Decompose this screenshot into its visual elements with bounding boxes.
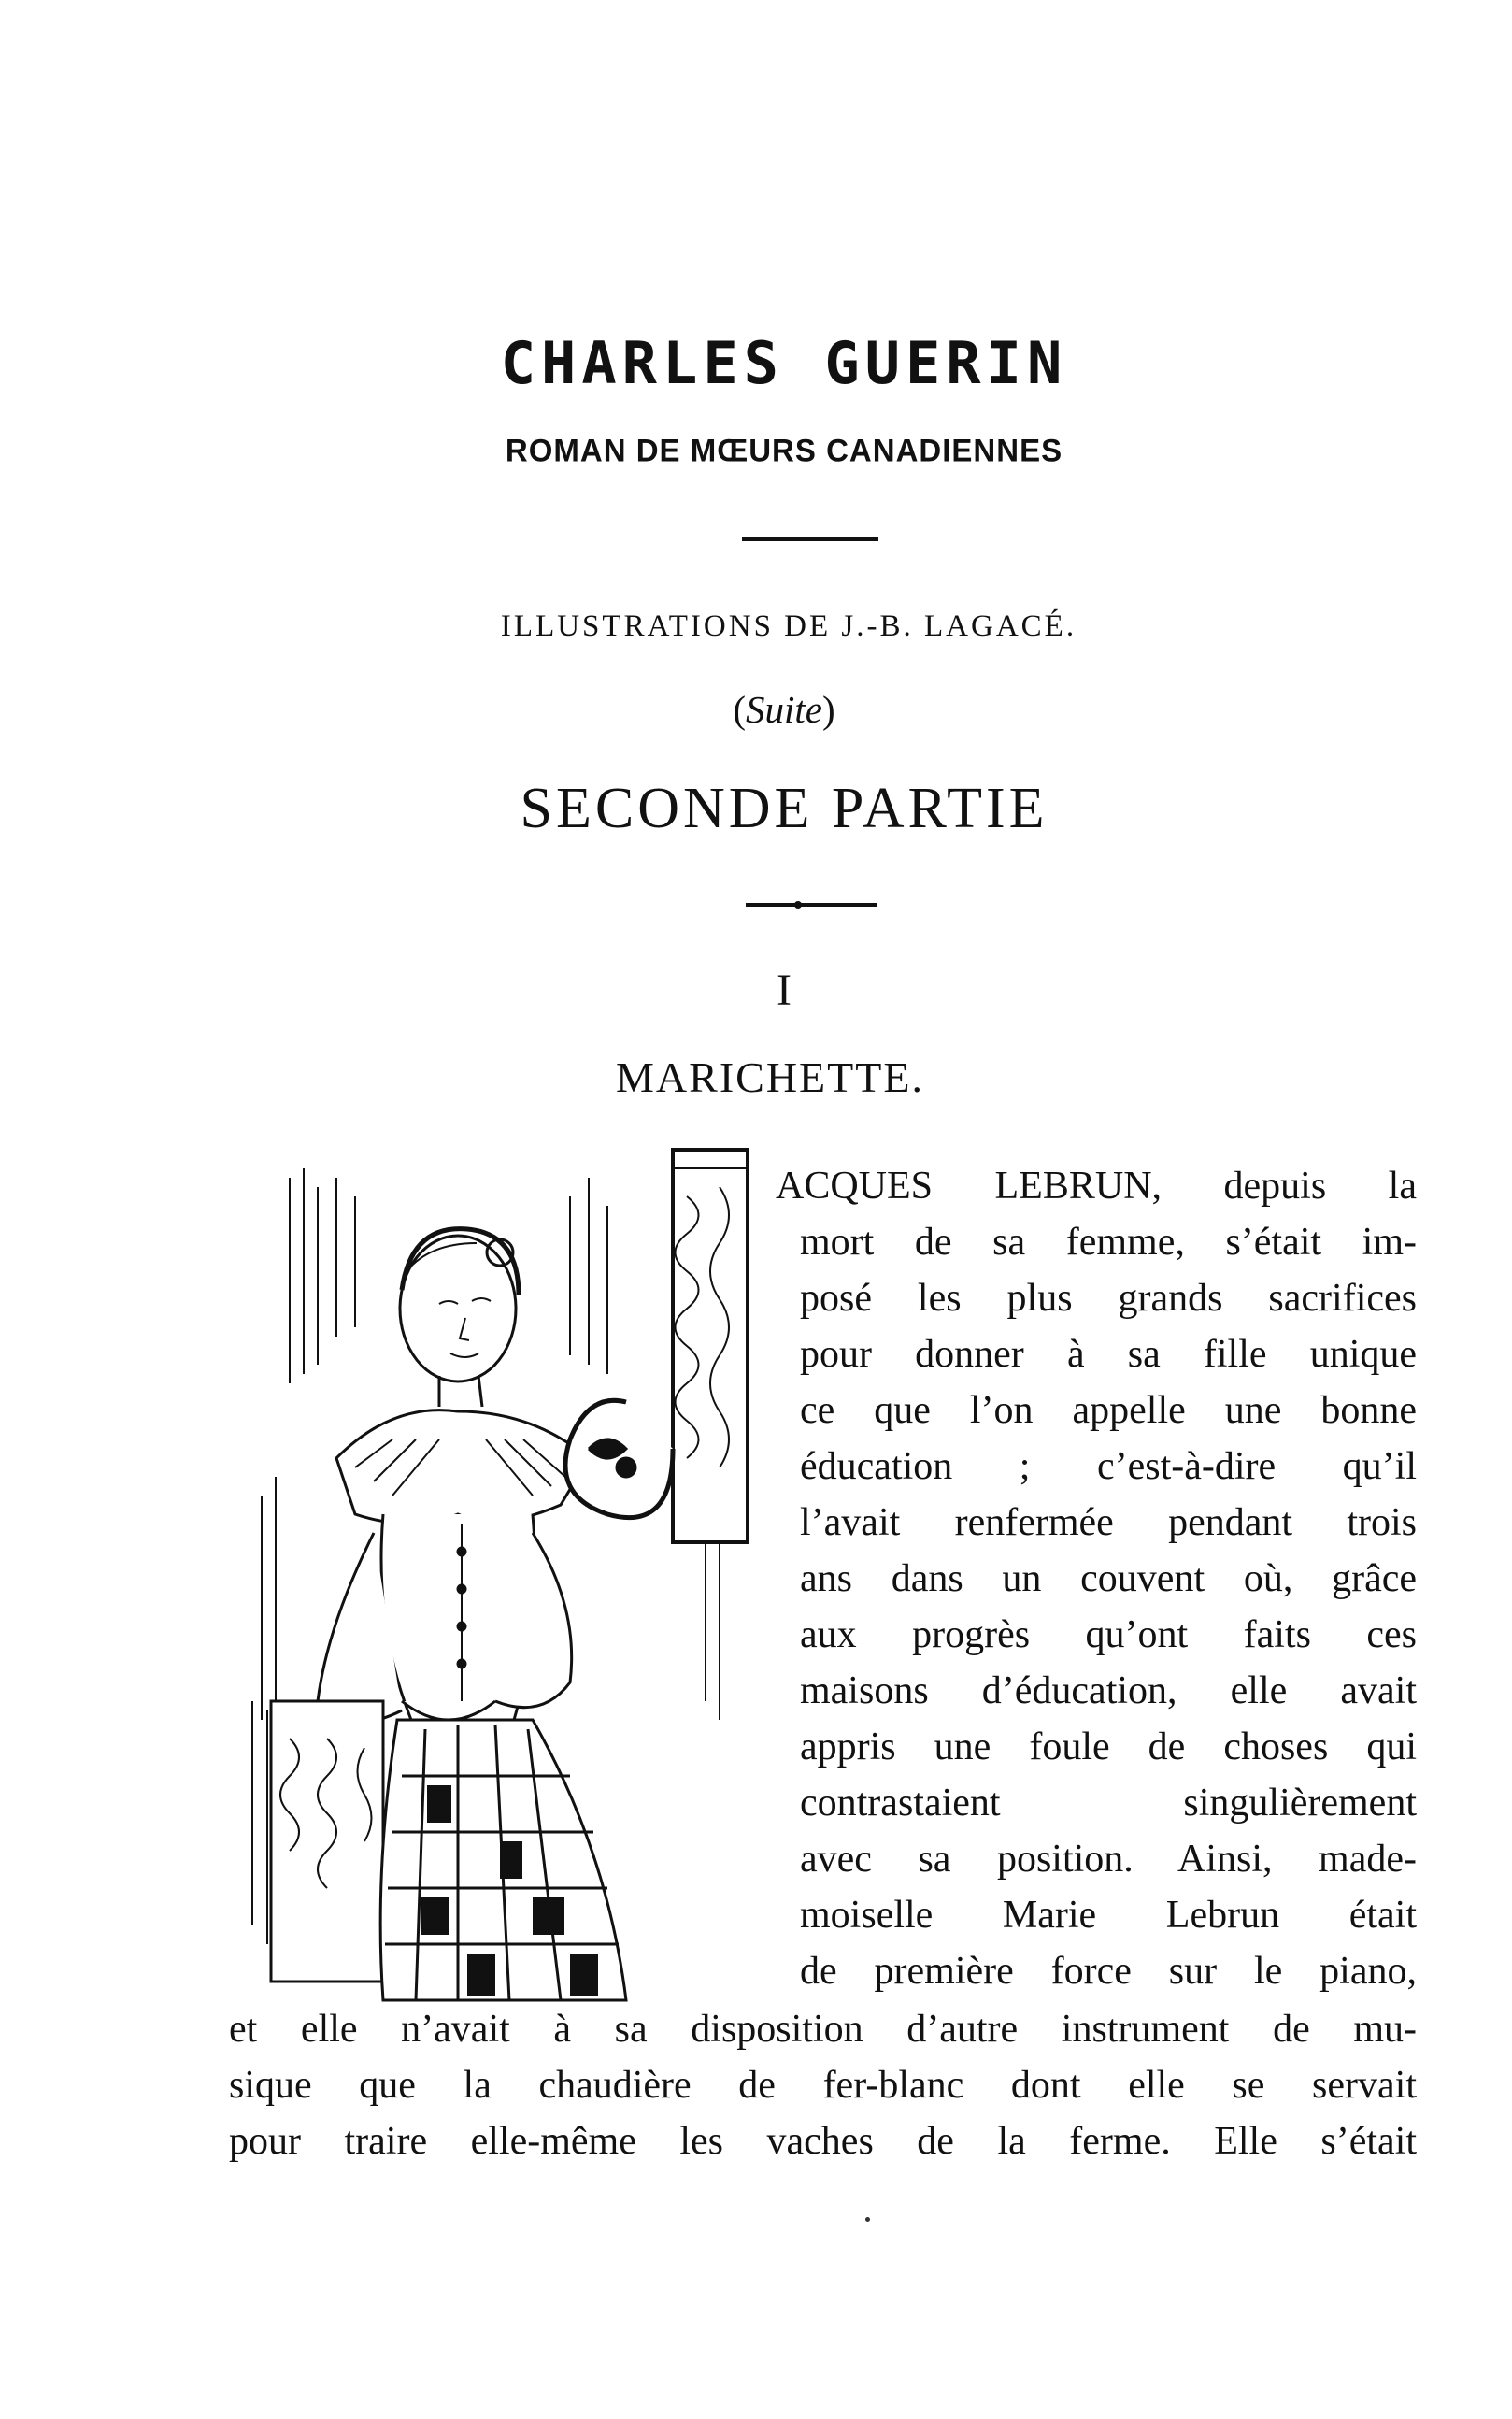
text-line: moiselle Marie Lebrun était (800, 1894, 1417, 1937)
suite-text: Suite (746, 688, 822, 731)
text-line: contrastaient singulièrement (800, 1782, 1417, 1825)
ink-speck (865, 2217, 870, 2222)
text-line: avec sa position. Ainsi, made- (800, 1838, 1417, 1881)
woman-with-drop-cap-j-icon (234, 1140, 766, 2038)
ornamental-divider (746, 903, 877, 907)
divider-rule (742, 537, 878, 541)
text-line: l’avait renfermée pendant trois (800, 1501, 1417, 1544)
text-line: aux progrès qu’ont faits ces (800, 1613, 1417, 1656)
text-line: posé les plus grands sacrifices (800, 1277, 1417, 1320)
text-line: ACQUES LEBRUN, depuis la (776, 1165, 1417, 1208)
chapter-title: MARICHETTE. (616, 1053, 924, 1101)
illustrations-credit: ILLUSTRATIONS DE J.-B. LAGACÉ. (500, 609, 1077, 643)
chapter-number: I (777, 966, 792, 1015)
text-line: maisons d’éducation, elle avait (800, 1669, 1417, 1712)
text-line: pour traire elle-même les vaches de la ferme. Elle s’était (229, 2120, 1417, 2163)
text-line: pour donner à sa fille unique (800, 1333, 1417, 1376)
text-line: de première force sur le piano, (800, 1950, 1417, 1993)
text-line: ce que l’on appelle une bonne (800, 1389, 1417, 1432)
text-line: éducation ; c’est-à-dire qu’il (800, 1445, 1417, 1488)
text-line: appris une foule de choses qui (800, 1725, 1417, 1768)
page-title: CHARLES GUERIN (500, 329, 1068, 397)
suite-label: (Suite) (733, 688, 835, 731)
part-title: SECONDE PARTIE (520, 777, 1048, 840)
page-subtitle: ROMAN DE MŒURS CANADIENNES (505, 432, 1063, 468)
text-line: mort de sa femme, s’était im- (800, 1221, 1417, 1264)
text-line: sique que la chaudière de fer-blanc dont elle se servait (229, 2064, 1417, 2107)
text-line: ans dans un couvent où, grâce (800, 1557, 1417, 1600)
text-line: et elle n’avait à sa disposition d’autre instrument de mu- (229, 2008, 1417, 2051)
